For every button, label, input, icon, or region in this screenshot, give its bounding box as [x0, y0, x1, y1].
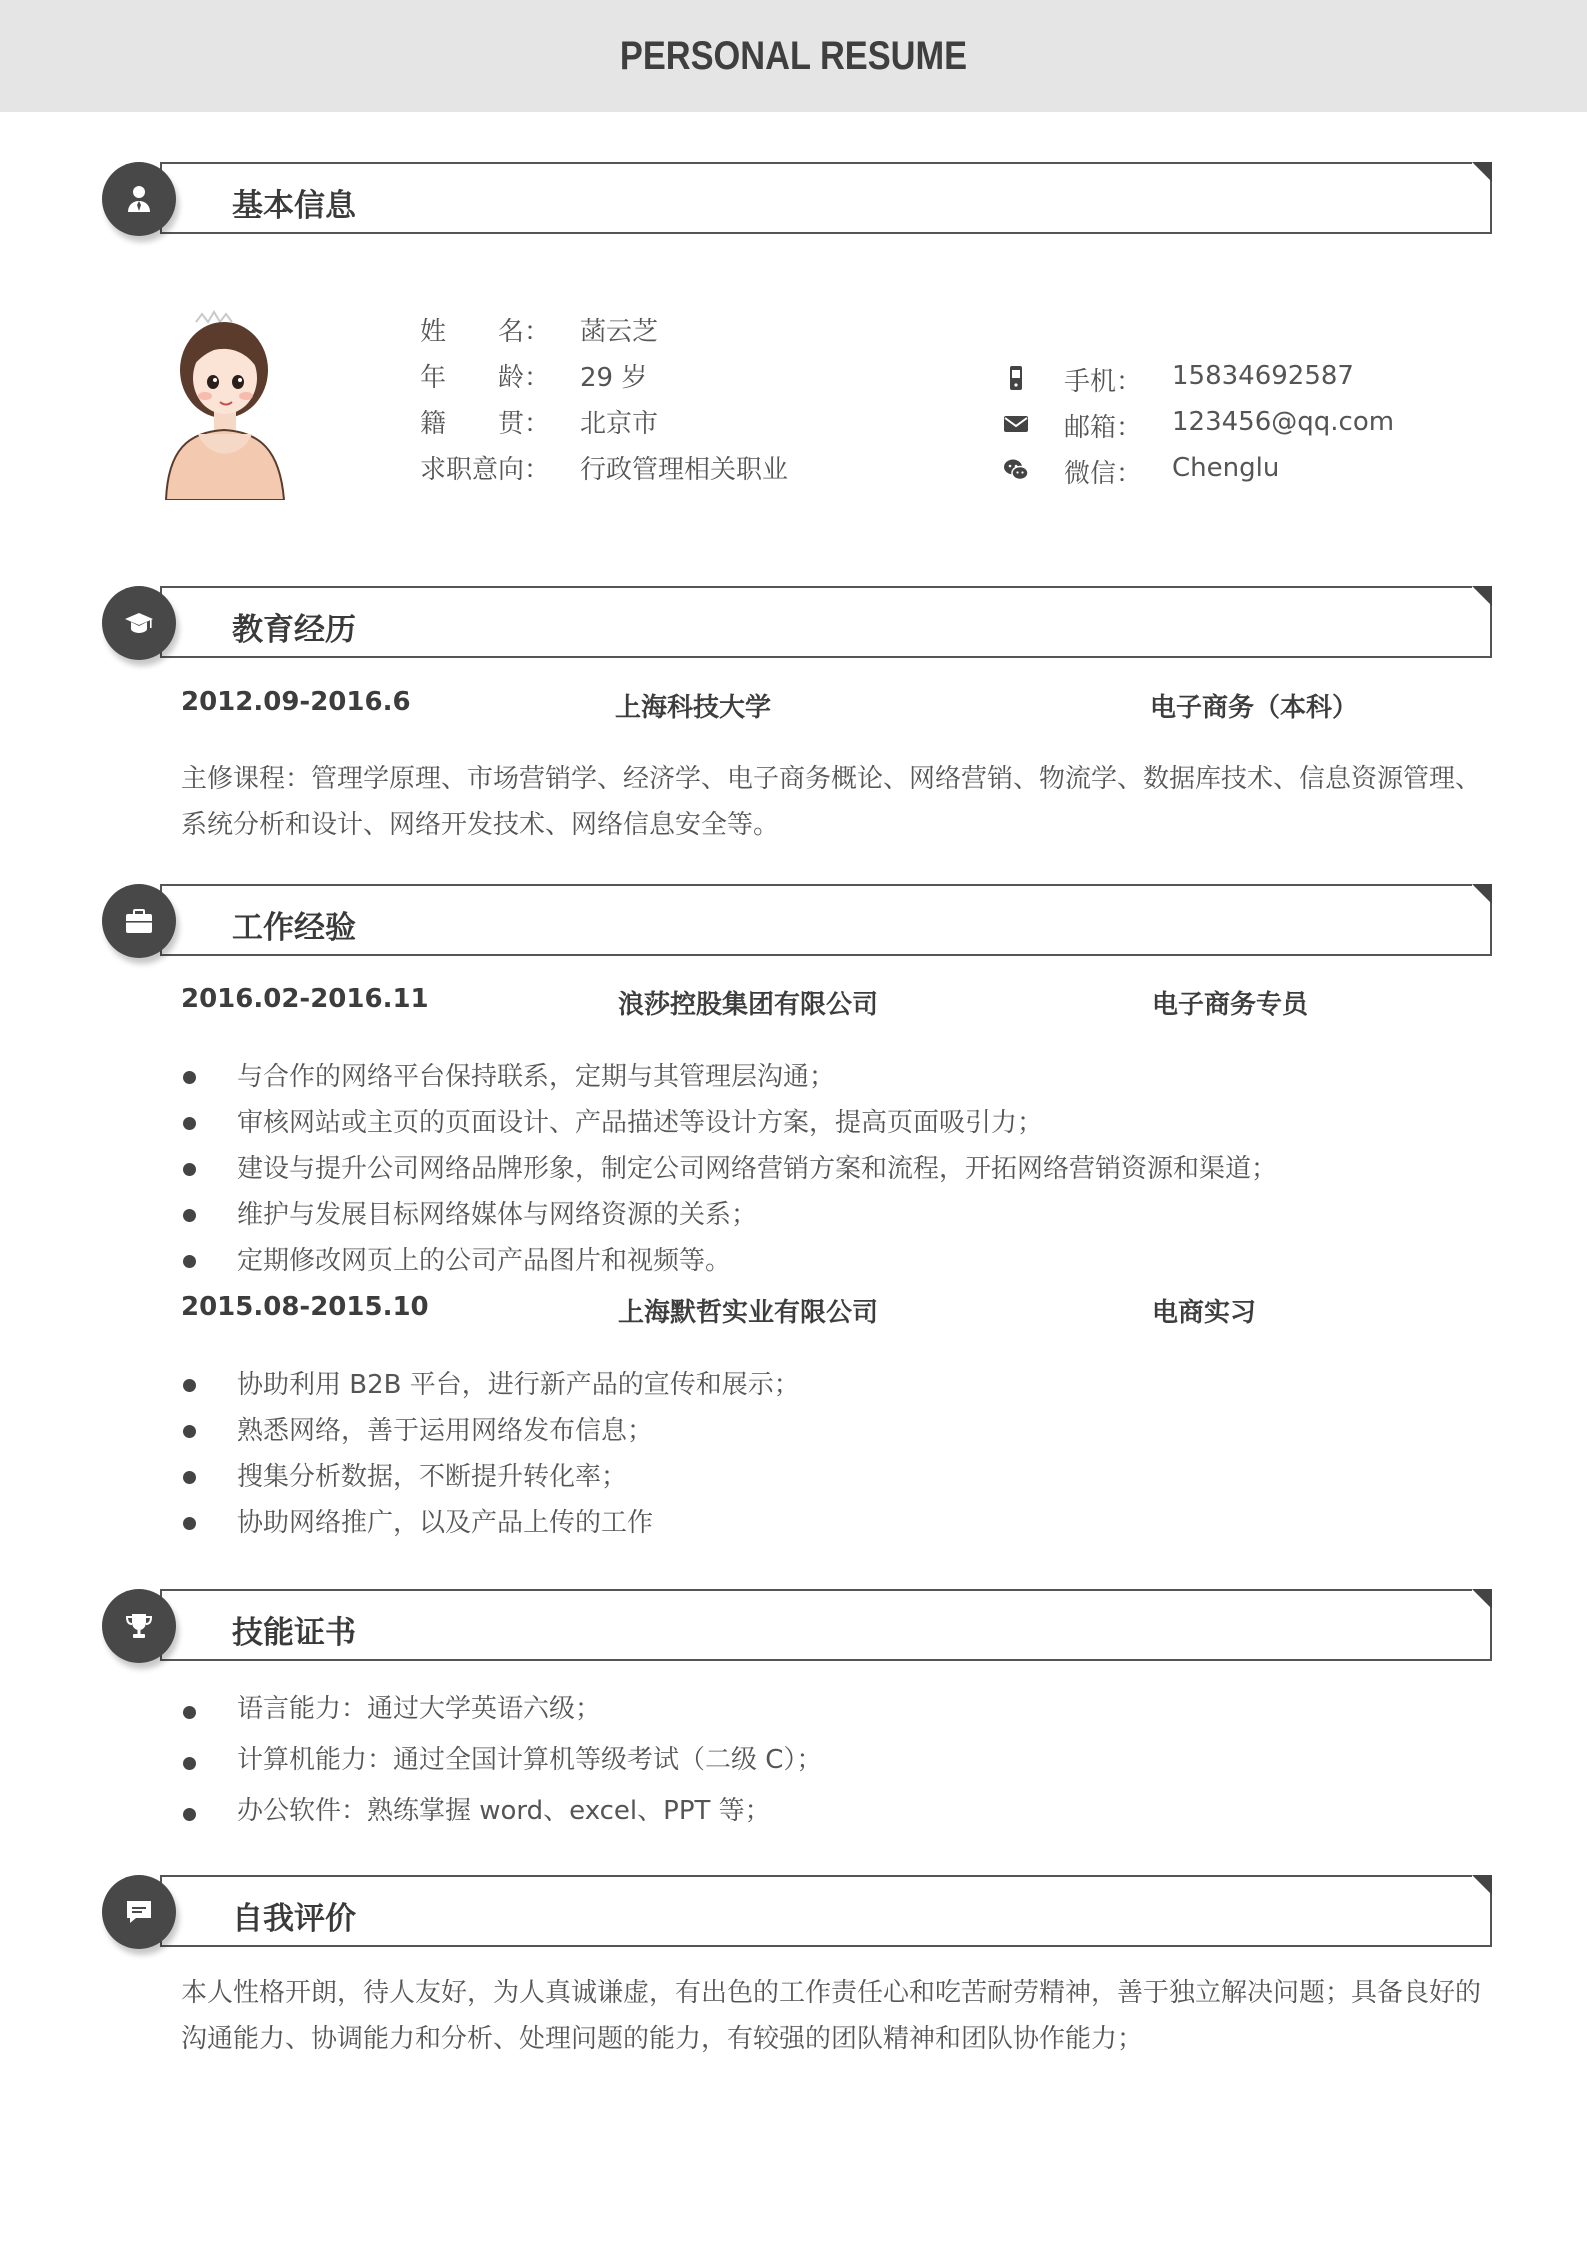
- phone-label: 手机：: [1064, 367, 1143, 397]
- section-title: 工作经验: [232, 910, 356, 946]
- section-title: 技能证书: [232, 1615, 356, 1651]
- work-role: 电商实习: [1152, 1298, 1257, 1328]
- list-item: 搜集分析数据，不断提升转化率；: [181, 1454, 1481, 1500]
- section-frame: [160, 1589, 1492, 1661]
- self-evaluation-text: 本人性格开朗，待人友好，为人真诚谦虚，有出色的工作责任心和吃苦耐劳精神，善于独立解决问题；具备良好的沟通能力、协调能力和分析、处理问题的能力，有较强的团队精神和团队协作能力；: [181, 1978, 1482, 2054]
- section-title: 自我评价: [232, 1901, 356, 1937]
- work-period: 2016.02-2016.11: [181, 984, 429, 1014]
- intent-label: 求职意向：: [420, 455, 551, 485]
- section-frame: [160, 586, 1492, 658]
- list-item: 协助网络推广，以及产品上传的工作: [181, 1500, 1481, 1546]
- list-item: 语言能力：通过大学英语六级；: [181, 1686, 1481, 1737]
- list-item: 审核网站或主页的页面设计、产品描述等设计方案，提高页面吸引力；: [181, 1100, 1481, 1146]
- wechat-icon: [1002, 456, 1030, 484]
- origin-label: 籍 贯：: [420, 409, 551, 439]
- work-role: 电子商务专员: [1152, 990, 1309, 1020]
- section-header-basic: [102, 162, 1492, 242]
- work-company: 上海默哲实业有限公司: [618, 1298, 879, 1328]
- intent-value: 行政管理相关职业: [580, 455, 789, 485]
- section-corner: [1472, 884, 1492, 904]
- section-corner: [1472, 162, 1492, 182]
- envelope-icon: [1002, 410, 1030, 438]
- section-header-skills: [102, 1589, 1492, 1669]
- age-value: 29 岁: [580, 363, 648, 393]
- list-item: 协助利用 B2B 平台，进行新产品的宣传和展示；: [181, 1362, 1481, 1408]
- trophy-icon: [102, 1589, 176, 1663]
- list-item: 建设与提升公司网络品牌形象，制定公司网络营销方案和流程，开拓网络营销资源和渠道；: [181, 1146, 1481, 1192]
- age-label: 年 龄：: [420, 363, 551, 393]
- section-frame: [160, 162, 1492, 234]
- work-period: 2015.08-2015.10: [181, 1292, 429, 1322]
- email-label: 邮箱：: [1064, 413, 1143, 443]
- name-value: 菡云芝: [580, 317, 659, 347]
- work-company: 浪莎控股集团有限公司: [618, 990, 879, 1020]
- avatar: [158, 300, 288, 500]
- user-icon: [102, 162, 176, 236]
- briefcase-icon: [102, 884, 176, 958]
- page-title: PERSONAL RESUME: [619, 34, 968, 78]
- name-label: 姓 名：: [420, 317, 551, 347]
- list-item: 维护与发展目标网络媒体与网络资源的关系；: [181, 1192, 1481, 1238]
- list-item: 与合作的网络平台保持联系，定期与其管理层沟通；: [181, 1054, 1481, 1100]
- origin-value: 北京市: [580, 409, 659, 439]
- email-value: 123456@qq.com: [1172, 407, 1395, 437]
- section-frame: [160, 1875, 1492, 1947]
- section-corner: [1472, 1589, 1492, 1609]
- work-duty-list: [181, 1054, 1481, 1284]
- phone-icon: [1002, 364, 1030, 392]
- chat-icon: [102, 1875, 176, 1949]
- list-item: 办公软件：熟练掌握 word、excel、PPT 等；: [181, 1788, 1481, 1839]
- section-corner: [1472, 586, 1492, 606]
- skills-list: [181, 1686, 1481, 1839]
- education-period: 2012.09-2016.6: [181, 687, 411, 717]
- list-item: 计算机能力：通过全国计算机等级考试（二级 C）；: [181, 1737, 1481, 1788]
- section-title: 基本信息: [232, 188, 356, 224]
- phone-value: 15834692587: [1172, 361, 1354, 391]
- education-major: 电子商务（本科）: [1150, 693, 1359, 723]
- graduation-cap-icon: [102, 586, 176, 660]
- education-school: 上海科技大学: [615, 693, 772, 723]
- education-courses: 主修课程：管理学原理、市场营销学、经济学、电子商务概论、网络营销、物流学、数据库技术、信息资源管理、系统分析和设计、网络开发技术、网络信息安全等。: [181, 764, 1482, 840]
- section-header-self: [102, 1875, 1492, 1955]
- section-corner: [1472, 1875, 1492, 1895]
- work-duty-list: [181, 1362, 1481, 1546]
- wechat-value: Chenglu: [1172, 453, 1280, 483]
- section-title: 教育经历: [232, 612, 356, 648]
- list-item: 熟悉网络，善于运用网络发布信息；: [181, 1408, 1481, 1454]
- section-header-work: [102, 884, 1492, 964]
- section-frame: [160, 884, 1492, 956]
- list-item: 定期修改网页上的公司产品图片和视频等。: [181, 1238, 1481, 1284]
- section-header-education: [102, 586, 1492, 666]
- wechat-label: 微信：: [1064, 459, 1143, 489]
